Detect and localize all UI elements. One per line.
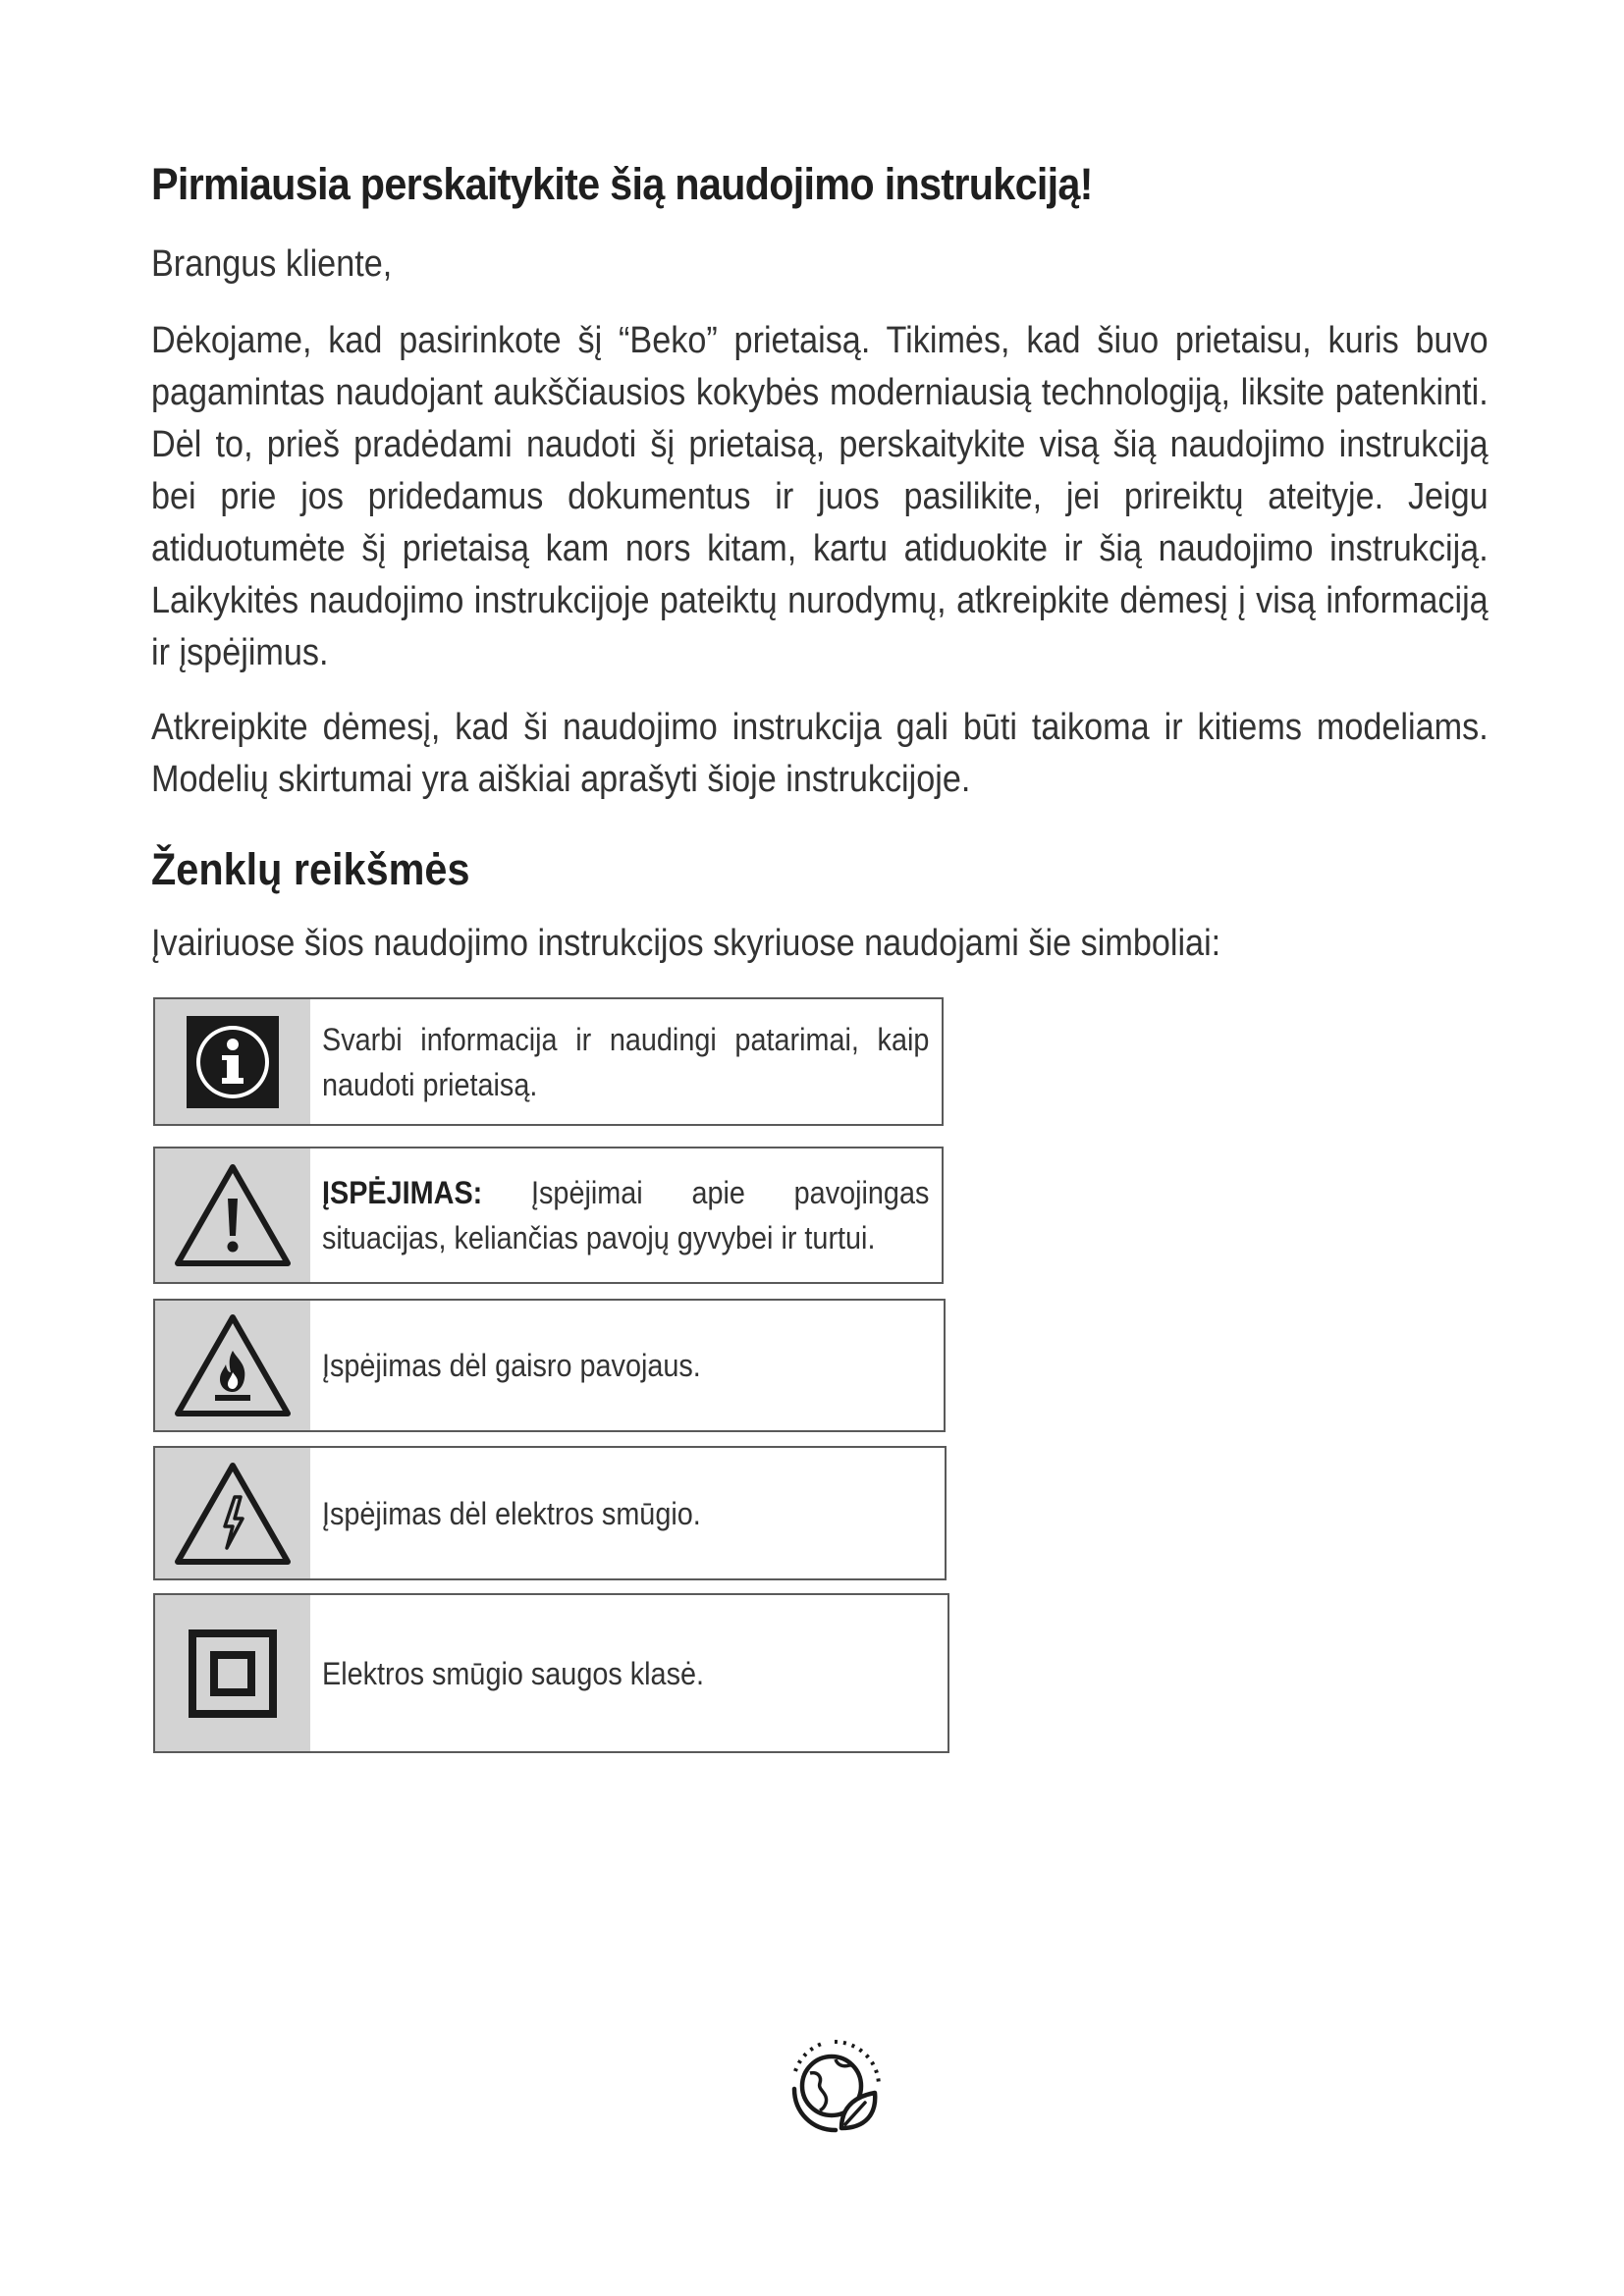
symbol-description <box>322 1491 933 1536</box>
symbol-description <box>322 1017 930 1107</box>
symbol-row-info <box>153 997 944 1126</box>
warning-text: Įspėjimai apie pavojingas situacijas, keliančias pavojų gyvybei ir turtui. <box>322 1175 930 1255</box>
symbol-text-wrap <box>322 1301 932 1430</box>
section-intro: Įvairiuose šios naudojimo instrukcijos skyriuose naudojami šie simboliai: <box>151 923 1221 964</box>
page-title: Pirmiausia perskaitykite šią naudojimo instrukciją! <box>151 159 1093 209</box>
symbol-row-warning <box>153 1147 944 1284</box>
warning-triangle-icon <box>155 1148 310 1282</box>
symbol-description <box>322 1170 930 1260</box>
symbol-description-text <box>322 1170 929 1260</box>
symbol-description-text: Elektros smūgio saugos klasė. <box>322 1655 704 1691</box>
intro-paragraph-text: Dėkojame, kad pasirinkote šį “Beko” prietaisą. Tikimės, kad šiuo prietaisu, kuris buvo pagamintas naudojant aukščiausios kokybės moderniausią technologiją, liksite patenkinti. Dėl to, prieš pradėdami naudoti šį prietaisą, perskaitykite visą šią naudojimo instrukciją bei prie jos pridedamus dokumentus ir juos pasilikite, jei prireiktų ateityje. Jeigu atiduotumėte šį prietaisą kam nors kitam, kartu atiduokite ir šią naudojimo instrukciją. Laikykitės naudojimo instrukcijoje pateiktų nurodymų, atkreipkite dėmesį į visą informaciją ir įspėjimus. <box>151 320 1489 673</box>
symbol-row-protection-class <box>153 1593 949 1753</box>
symbol-description <box>322 1343 932 1388</box>
symbol-description-text: Įspėjimas dėl gaisro pavojaus. <box>322 1348 701 1383</box>
fire-hazard-icon <box>155 1301 310 1430</box>
models-note-text: Atkreipkite dėmesį, kad ši naudojimo instrukcija gali būti taikoma ir kitiems modeliams. Modelių skirtumai yra aiškiai aprašyti šioje instrukcijoje. <box>151 707 1489 800</box>
symbol-row-fire <box>153 1299 946 1432</box>
eco-globe-leaf-icon <box>781 2032 889 2140</box>
models-note-paragraph <box>151 702 1489 806</box>
warning-label: ĮSPĖJIMAS: <box>322 1175 483 1210</box>
symbol-row-electric <box>153 1446 947 1580</box>
symbol-text-wrap <box>322 1595 936 1751</box>
intro-paragraph <box>151 315 1489 679</box>
protection-class-icon <box>155 1595 310 1751</box>
symbol-description <box>322 1651 936 1696</box>
symbol-description-text: Įspėjimas dėl elektros smūgio. <box>322 1495 701 1531</box>
section-heading: Ženklų reikšmės <box>151 844 470 894</box>
symbol-text-wrap <box>322 1448 933 1578</box>
electric-shock-icon <box>155 1448 310 1578</box>
info-icon <box>155 999 310 1124</box>
greeting: Brangus kliente, <box>151 243 393 285</box>
symbol-text-wrap <box>322 999 930 1124</box>
symbol-description-text: Svarbi informacija ir naudingi patarimai, kaip naudoti prietaisą. <box>322 1021 930 1102</box>
symbol-text-wrap <box>322 1148 930 1282</box>
